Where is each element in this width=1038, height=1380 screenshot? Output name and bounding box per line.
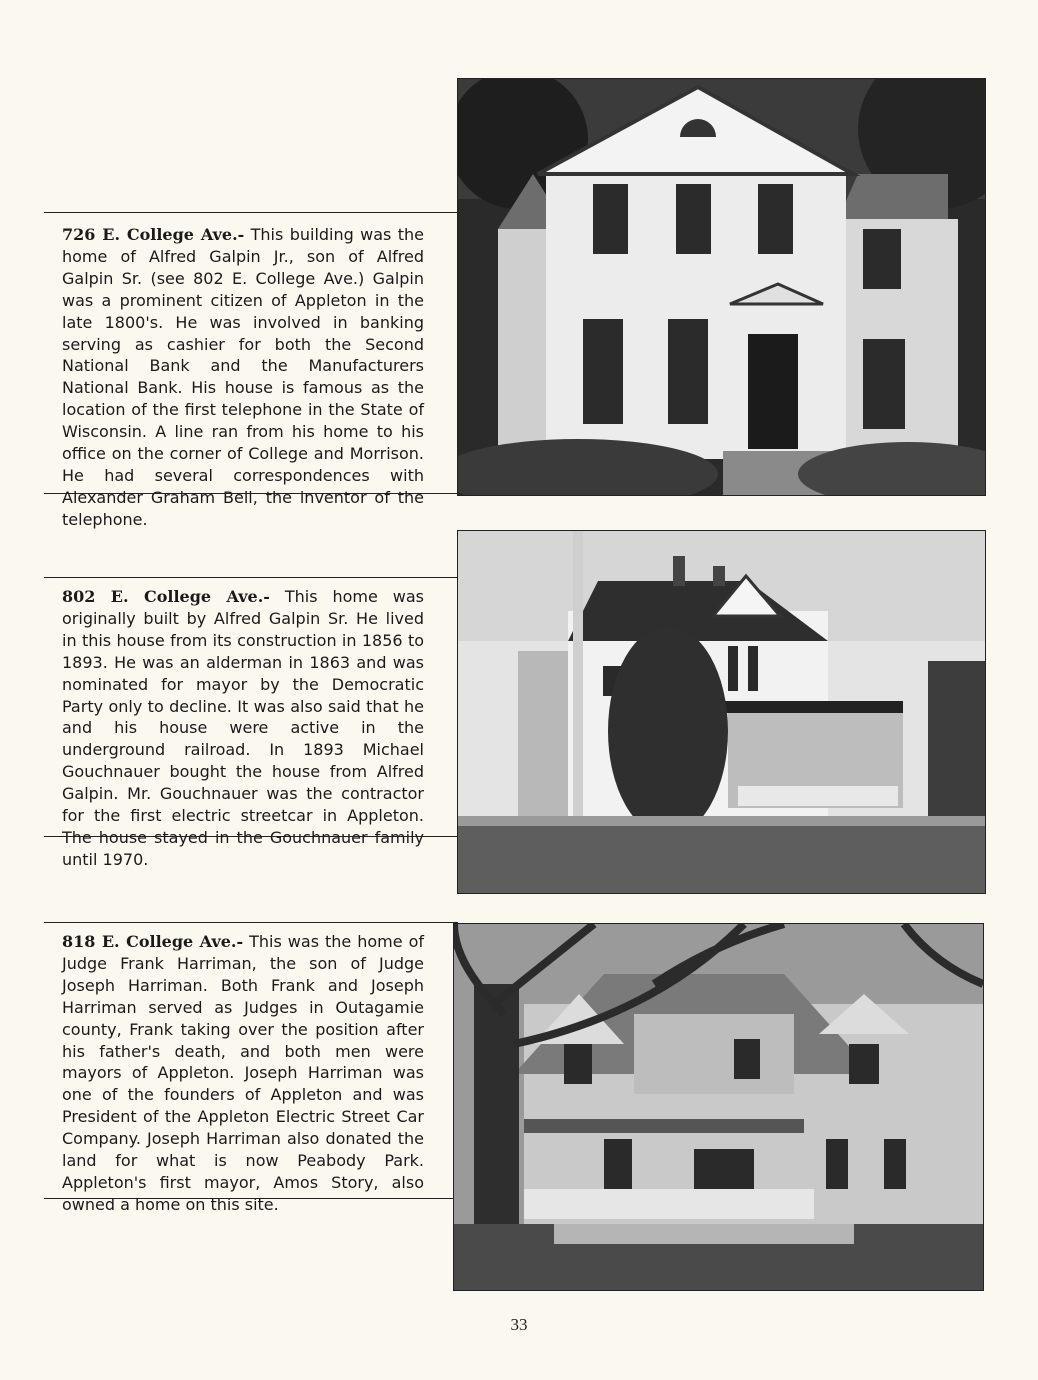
entry-3-address: 818 E. College Ave.- [62, 932, 244, 951]
entry-1-text [62, 224, 424, 531]
entry-3-body: This was the home of Judge Frank Harriman, the son of Judge Joseph Harriman. Both Frank and Joseph Harriman served as Judges in Outagamie county, Frank taking over the position after his father's death, and both men were mayors of Appleton. Joseph Harriman was one of the founders of Appleton and was President of the Appleton Electric Street Car Company. Joseph Harriman also donated the land for what is now Peabody Park. Appleton's first mayor, Amos Story, also owned a home on this site. [62, 932, 425, 1214]
entry-3-top-rule [44, 922, 458, 923]
entry-3-house-photo [453, 923, 984, 1291]
entry-2-bottom-rule [44, 836, 458, 837]
entry-2-text [62, 586, 424, 871]
entry-3-bottom-rule [44, 1198, 458, 1199]
page-number: 33 [510, 1315, 528, 1334]
entry-2-address: 802 E. College Ave.- [62, 587, 270, 606]
entry-3-text [62, 931, 424, 1216]
entry-2-top-rule [44, 577, 458, 578]
entry-1-house-photo [457, 78, 986, 496]
entry-1-address: 726 E. College Ave.- [62, 225, 245, 244]
entry-1-body: This building was the home of Alfred Galpin Jr., son of Alfred Galpin Sr. (see 802 E. College Ave.) Galpin was a prominent citizen of Appleton in the late 1800's. He was involved in banking serving as cashier for both the Second National Bank and the Manufacturers National Bank. His house is famous as the location of the first telephone in the State of Wisconsin. A line ran from his home to his office on the corner of College and Morrison. He had several correspondences with Alexander Graham Bell, the inventor of the telephone. [62, 225, 425, 529]
entry-1-bottom-rule [44, 493, 458, 494]
entry-2-body: This home was originally built by Alfred Galpin Sr. He lived in this house from its construction in 1856 to 1893. He was an alderman in 1863 and was nominated for mayor by the Democratic Party only to decline. It was also said that he and his house were active in the underground railroad. In 1893 Michael Gouchnauer bought the house from Alfred Galpin. Mr. Gouchnauer was the contractor for the first electric streetcar in Appleton. The house stayed in the Gouchnauer family until 1970. [62, 587, 424, 869]
entry-2-house-photo [457, 530, 986, 894]
entry-1-top-rule [44, 212, 458, 213]
